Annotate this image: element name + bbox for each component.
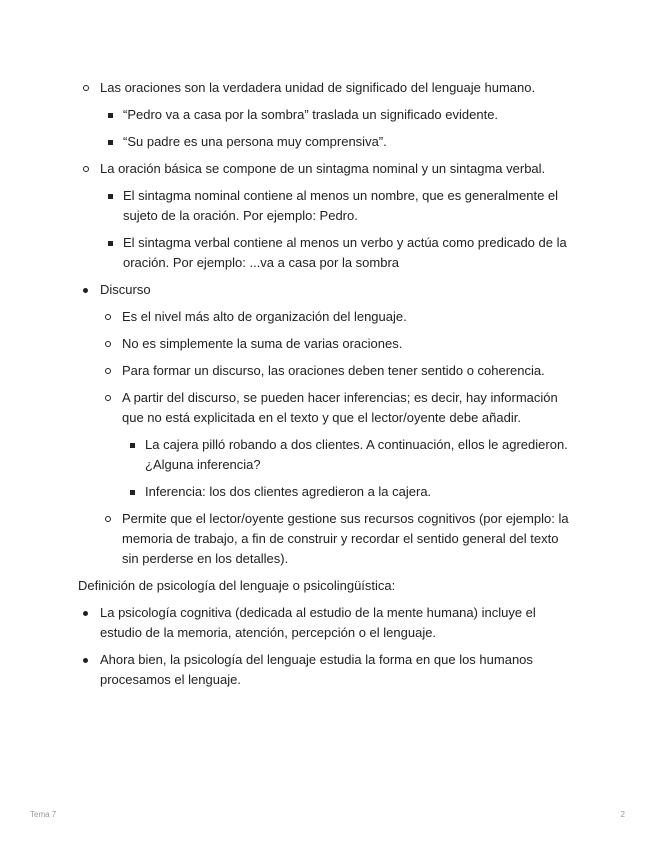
list-item (100, 334, 578, 354)
sub-list (100, 186, 578, 273)
list-item (78, 603, 578, 643)
list-item-text: Permite que el lector/oyente gestione sus recursos cognitivos (por ejemplo: la memoria de trabajo, a fin de construir y recordar el sentido general del texto sin perderse en los detalles). (122, 511, 569, 566)
list-item-text: Las oraciones son la verdadera unidad de significado del lenguaje humano. (100, 80, 536, 95)
list-item-text: “Su padre es una persona muy comprensiva”. (123, 134, 387, 149)
list-item-text: A partir del discurso, se pueden hacer inferencias; es decir, hay información que no está explicitada en el texto y que el lector/oyente debe añadir. (122, 390, 558, 425)
section-label: Discurso (100, 282, 151, 297)
page-content (78, 78, 578, 697)
sub-list (100, 105, 578, 152)
list-item (100, 132, 578, 152)
list-item (122, 435, 578, 475)
list-item-text: Ahora bien, la psicología del lenguaje estudia la forma en que los humanos procesamos el lenguaje. (100, 652, 533, 687)
footer-title: Tema 7 (30, 810, 57, 819)
list-item (122, 482, 578, 502)
list-item (78, 159, 578, 273)
list-item-text: La oración básica se compone de un sintagma nominal y un sintagma verbal. (100, 161, 546, 176)
list-item (100, 307, 578, 327)
list-item (100, 361, 578, 381)
oraciones-list (78, 78, 578, 273)
definition-heading: Definición de psicología del lenguaje o psicolingüística: (78, 578, 396, 593)
list-item-text: No es simplemente la suma de varias oraciones. (122, 336, 403, 351)
list-item-text: Inferencia: los dos clientes agredieron a la cajera. (145, 484, 432, 499)
list-item-text: La psicología cognitiva (dedicada al estudio de la mente humana) incluye el estudio de la memoria, atención, percepción o el lenguaje. (100, 605, 536, 640)
page-number: 2 (620, 810, 625, 819)
list-item (100, 105, 578, 125)
list-item (100, 509, 578, 569)
list-item (78, 650, 578, 690)
sub-list (122, 435, 578, 502)
list-item-text: Es el nivel más alto de organización del lenguaje. (122, 309, 407, 324)
discurso-list (78, 280, 578, 569)
list-item-text: El sintagma nominal contiene al menos un nombre, que es generalmente el sujeto de la oración. Por ejemplo: Pedro. (123, 188, 559, 223)
definition-list (78, 603, 578, 690)
list-item (78, 78, 578, 152)
list-item (100, 388, 578, 502)
list-item (100, 186, 578, 226)
list-item-text: La cajera pilló robando a dos clientes. A continuación, ellos le agredieron. ¿Alguna inferencia? (145, 437, 568, 472)
discurso-sub-list (100, 307, 578, 569)
list-item-discurso (78, 280, 578, 569)
list-item-text: Para formar un discurso, las oraciones deben tener sentido o coherencia. (122, 363, 545, 378)
list-item (100, 233, 578, 273)
list-item-text: “Pedro va a casa por la sombra” traslada un significado evidente. (123, 107, 499, 122)
list-item-text: El sintagma verbal contiene al menos un verbo y actúa como predicado de la oración. Por ejemplo: ...va a casa por la sombra (123, 235, 567, 270)
